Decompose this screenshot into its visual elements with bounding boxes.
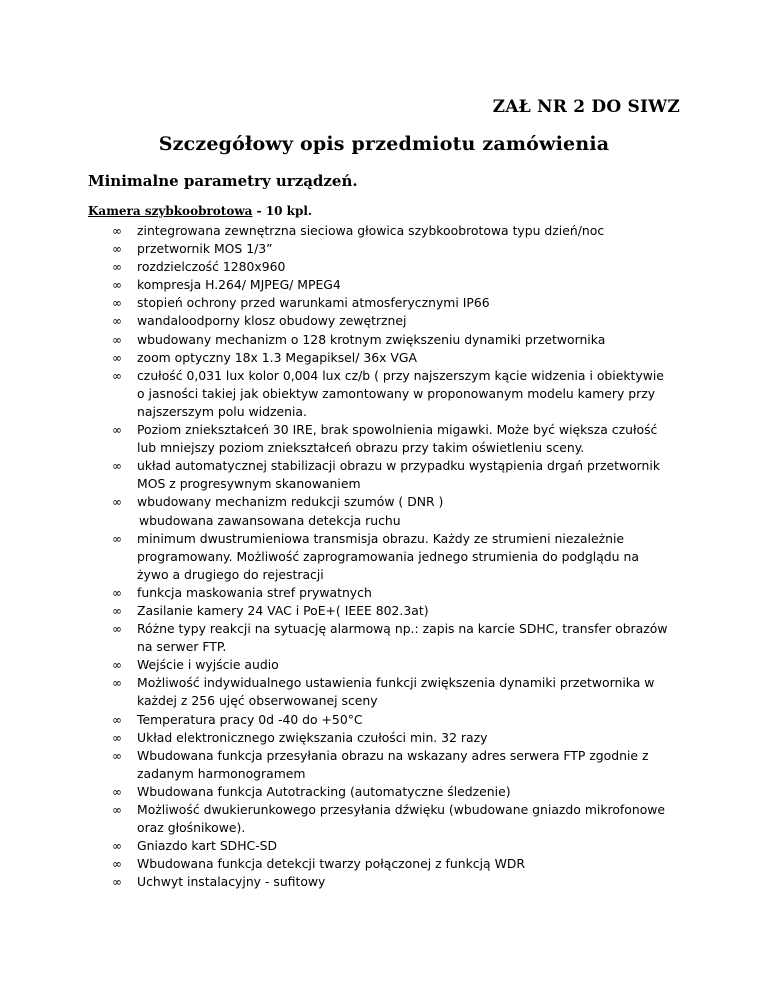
spec-item-text: Wbudowana funkcja przesyłania obrazu na wskazany adres serwera FTP zgodnie z zadanym harmonogramem [137, 747, 649, 781]
spec-item [112, 801, 672, 837]
spec-item-text: układ automatycznej stabilizacji obrazu w przypadku wystąpienia drgań przetwornik MOS z progresywnym skanowaniem [137, 458, 661, 492]
infinity-bullet-icon: ∞ [112, 658, 122, 673]
infinity-bullet-icon: ∞ [112, 531, 122, 546]
spec-item [112, 493, 672, 511]
spec-item-text: wbudowana zawansowana detekcja ruchu [139, 512, 401, 528]
device-name: Kamera szybkoobrotowa [88, 204, 253, 218]
spec-list [112, 222, 672, 891]
infinity-bullet-icon: ∞ [112, 839, 122, 854]
spec-item-text: wandaloodporny klosz obudowy zewętrznej [137, 313, 407, 329]
spec-item-text: funkcja maskowania stref prywatnych [137, 584, 372, 600]
infinity-bullet-icon: ∞ [112, 459, 122, 474]
spec-item-text: Możliwość indywidualnego ustawienia funkcji zwiększenia dynamiki przetwornika w każdej z 256 ujęć obserwowanej sceny [137, 675, 655, 709]
spec-item-text: rozdzielczość 1280x960 [137, 259, 286, 275]
spec-item [112, 656, 672, 674]
infinity-bullet-icon: ∞ [112, 784, 122, 799]
spec-item [112, 873, 672, 891]
infinity-bullet-icon: ∞ [112, 712, 122, 727]
spec-item [112, 349, 672, 367]
spec-item-text: stopień ochrony przed warunkami atmosferycznymi IP66 [137, 295, 490, 311]
spec-item-text: Układ elektronicznego zwiększania czułości min. 32 razy [137, 729, 488, 745]
spec-item-text: wbudowany mechanizm o 128 krotnym zwiększeniu dynamiki przetwornika [137, 331, 606, 347]
infinity-bullet-icon: ∞ [112, 242, 122, 257]
infinity-bullet-icon: ∞ [112, 857, 122, 872]
spec-item [112, 258, 672, 276]
spec-item-text: Wejście i wyjście audio [137, 657, 279, 673]
spec-item-text: Poziom zniekształceń 30 IRE, brak spowolnienia migawki. Może być większa czułość lub mniejszy poziom zniekształceń obrazu przy takim oświetleniu sceny. [137, 422, 658, 456]
spec-item-text: przetwornik MOS 1/3” [137, 241, 273, 257]
spec-item [112, 421, 672, 457]
infinity-bullet-icon: ∞ [112, 332, 122, 347]
spec-item-text: Wbudowana funkcja Autotracking (automatyczne śledzenie) [137, 783, 511, 799]
spec-item [112, 674, 672, 710]
spec-item [112, 837, 672, 855]
infinity-bullet-icon: ∞ [112, 676, 122, 691]
spec-item-text: wbudowany mechanizm redukcji szumów ( DNR ) [137, 494, 444, 510]
infinity-bullet-icon: ∞ [112, 350, 122, 365]
infinity-bullet-icon: ∞ [112, 748, 122, 763]
infinity-bullet-icon: ∞ [112, 296, 122, 311]
device-heading [88, 204, 312, 218]
spec-item [112, 729, 672, 747]
spec-item [112, 331, 672, 349]
page-title: Szczegółowy opis przedmiotu zamówienia [158, 133, 610, 155]
spec-item [112, 620, 672, 656]
spec-item-text: minimum dwustrumieniowa transmisja obrazu. Każdy ze strumieni niezależnie programowany. Możliwość zaprogramowania jednego strumienia do podglądu na żywo a drugiego do rejestracji [137, 530, 639, 582]
spec-item-text: Temperatura pracy 0d -40 do +50°C [137, 711, 363, 727]
spec-item [112, 294, 672, 312]
infinity-bullet-icon: ∞ [112, 260, 122, 275]
spec-item [112, 602, 672, 620]
spec-item [112, 276, 672, 294]
spec-item-text: Uchwyt instalacyjny - sufitowy [137, 874, 326, 890]
spec-item [112, 312, 672, 330]
spec-item [112, 222, 672, 240]
spec-item-text: Zasilanie kamery 24 VAC i PoE+( IEEE 802.3at) [137, 602, 429, 618]
spec-item-text: zoom optyczny 18x 1.3 Megapiksel/ 36x VGA [137, 349, 417, 365]
infinity-bullet-icon: ∞ [112, 585, 122, 600]
infinity-bullet-icon: ∞ [112, 803, 122, 817]
section-subtitle: Minimalne parametry urządzeń. [88, 172, 358, 190]
infinity-bullet-icon: ∞ [112, 278, 122, 293]
device-quantity: - 10 kpl. [252, 204, 313, 218]
spec-item-text: Gniazdo kart SDHC-SD [137, 838, 278, 854]
spec-item [112, 367, 672, 421]
spec-item-text: kompresja H.264/ MJPEG/ MPEG4 [137, 277, 341, 293]
infinity-bullet-icon: ∞ [112, 622, 122, 637]
infinity-bullet-icon: ∞ [112, 368, 122, 383]
spec-item [112, 240, 672, 258]
spec-item-text: Możliwość dwukierunkowego przesyłania dźwięku (wbudowane gniazdo mikrofonowe oraz głośnikowe). [137, 802, 666, 836]
spec-item [112, 584, 672, 602]
infinity-bullet-icon: ∞ [112, 603, 122, 618]
spec-item-text: zintegrowana zewnętrzna sieciowa głowica szybkoobrotowa typu dzień/noc [137, 223, 605, 238]
spec-item-text: Różne typy reakcji na sytuację alarmową np.: zapis na karcie SDHC, transfer obrazów na serwer FTP. [137, 621, 668, 655]
spec-item [112, 512, 672, 530]
spec-item [112, 457, 672, 493]
infinity-bullet-icon: ∞ [112, 495, 122, 510]
spec-item [112, 711, 672, 729]
spec-item-text: Wbudowana funkcja detekcji twarzy połączonej z funkcją WDR [137, 856, 525, 872]
infinity-bullet-icon: ∞ [112, 224, 122, 238]
infinity-bullet-icon: ∞ [112, 875, 122, 890]
spec-item [112, 855, 672, 873]
spec-item [112, 783, 672, 801]
spec-item [112, 747, 672, 783]
infinity-bullet-icon: ∞ [112, 423, 122, 438]
spec-item [112, 530, 672, 584]
infinity-bullet-icon: ∞ [112, 730, 122, 745]
infinity-bullet-icon: ∞ [112, 314, 122, 329]
attachment-heading: ZAŁ NR 2 DO SIWZ [492, 97, 680, 117]
spec-item-text: czułość 0,031 lux kolor 0,004 lux cz/b ( przy najszerszym kącie widzenia i obiektywie o jasności takiej jak obiektyw zamontowany w proponowanym modelu kamery przy najszerszym polu widzenia. [137, 367, 664, 419]
